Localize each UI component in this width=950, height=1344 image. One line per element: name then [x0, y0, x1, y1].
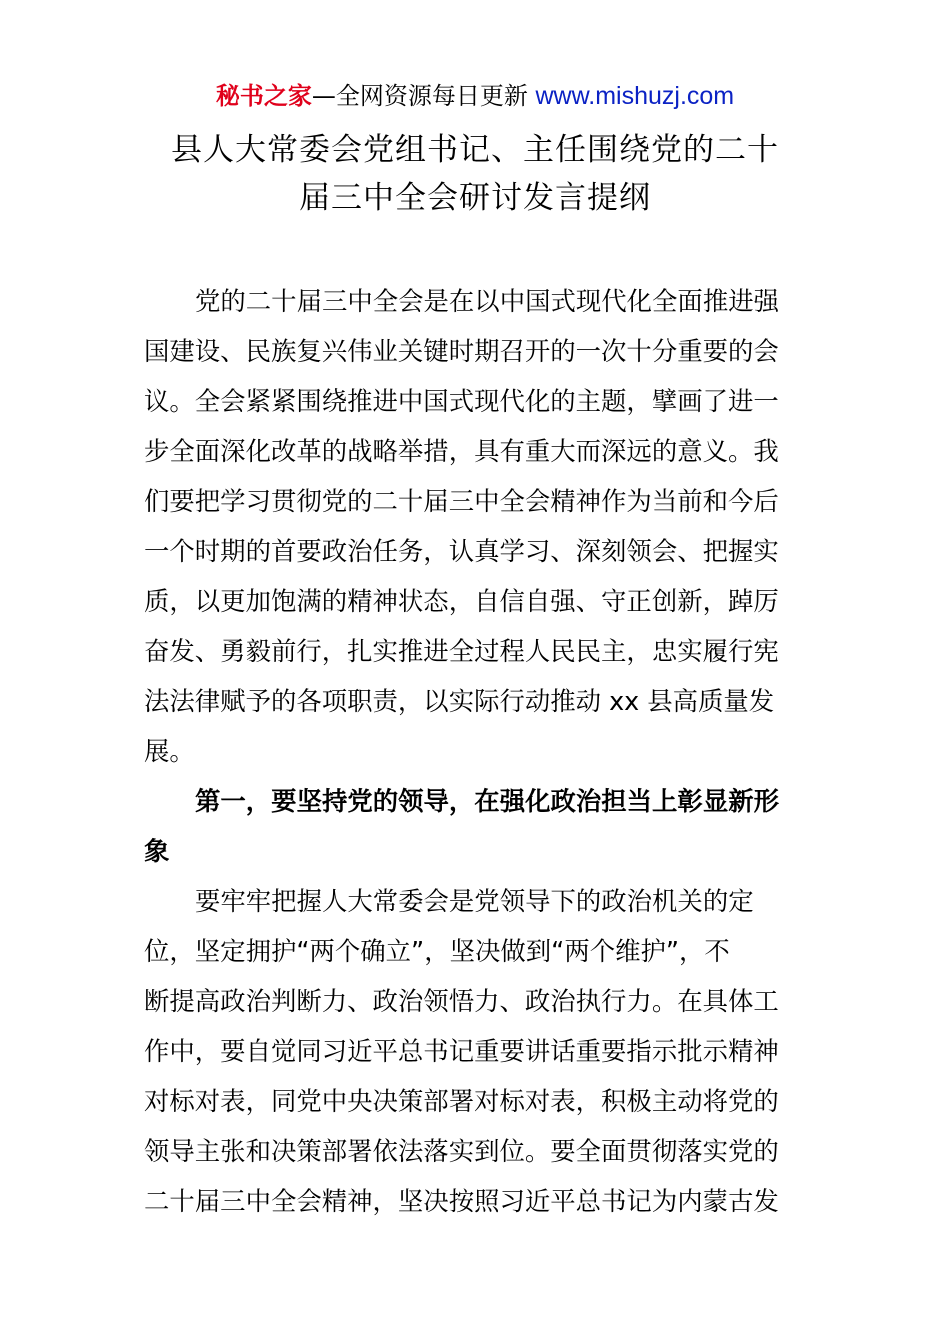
document-title — [120, 126, 830, 222]
paragraph-line: 位，坚定拥护“两个确立”，坚决做到“两个维护”，不 — [144, 936, 730, 966]
site-tagline: —全网资源每日更新 — [311, 82, 536, 110]
paragraph-line: 领导主张和决策部署依法落实到位。要全面贯彻落实党的 — [144, 1136, 779, 1166]
paragraph-line: 质，以更加饱满的精神状态，自信自强、守正创新，踔厉 — [144, 586, 779, 616]
paragraph-intro — [144, 276, 804, 776]
paragraph-line: 展。 — [144, 736, 195, 766]
paragraph-section-1 — [144, 876, 804, 1226]
site-url-link[interactable]: www.mishuzj.com — [535, 82, 735, 110]
paragraph-line: 法法律赋予的各项职责，以实际行动推动 xx 县高质量发 — [144, 686, 775, 716]
paragraph-line: 党的二十届三中全会是在以中国式现代化全面推进强 — [195, 286, 779, 316]
site-header — [0, 80, 950, 112]
paragraph-line: 断提高政治判断力、政治领悟力、政治执行力。在具体工 — [144, 986, 779, 1016]
paragraph-line: 二十届三中全会精神，坚决按照习近平总书记为内蒙古发 — [144, 1186, 779, 1216]
heading-line: 象 — [144, 836, 170, 866]
paragraph-line: 国建设、民族复兴伟业关键时期召开的一次十分重要的会 — [144, 336, 779, 366]
paragraph-line: 议。全会紧紧围绕推进中国式现代化的主题，擘画了进一 — [144, 386, 779, 416]
title-line-1: 县人大常委会党组书记、主任围绕党的二十 — [171, 132, 779, 168]
site-brand[interactable]: 秘书之家 — [215, 82, 312, 110]
document-body — [144, 276, 804, 1226]
paragraph-line: 对标对表，同党中央决策部署对标对表，积极主动将党的 — [144, 1086, 779, 1116]
title-line-2: 届三中全会研讨发言提纲 — [299, 180, 651, 216]
paragraph-line: 作中，要自觉同习近平总书记重要讲话重要指示批示精神 — [144, 1036, 779, 1066]
paragraph-line: 一个时期的首要政治任务，认真学习、深刻领会、把握实 — [144, 536, 779, 566]
paragraph-line: 步全面深化改革的战略举措，具有重大而深远的意义。我 — [144, 436, 779, 466]
heading-line: 第一，要坚持党的领导，在强化政治担当上彰显新形 — [195, 786, 779, 816]
paragraph-line: 奋发、勇毅前行，扎实推进全过程人民民主，忠实履行宪 — [144, 636, 779, 666]
paragraph-line: 们要把学习贯彻党的二十届三中全会精神作为当前和今后 — [144, 486, 779, 516]
paragraph-line: 要牢牢把握人大常委会是党领导下的政治机关的定 — [195, 886, 754, 916]
section-heading-1 — [144, 776, 804, 876]
